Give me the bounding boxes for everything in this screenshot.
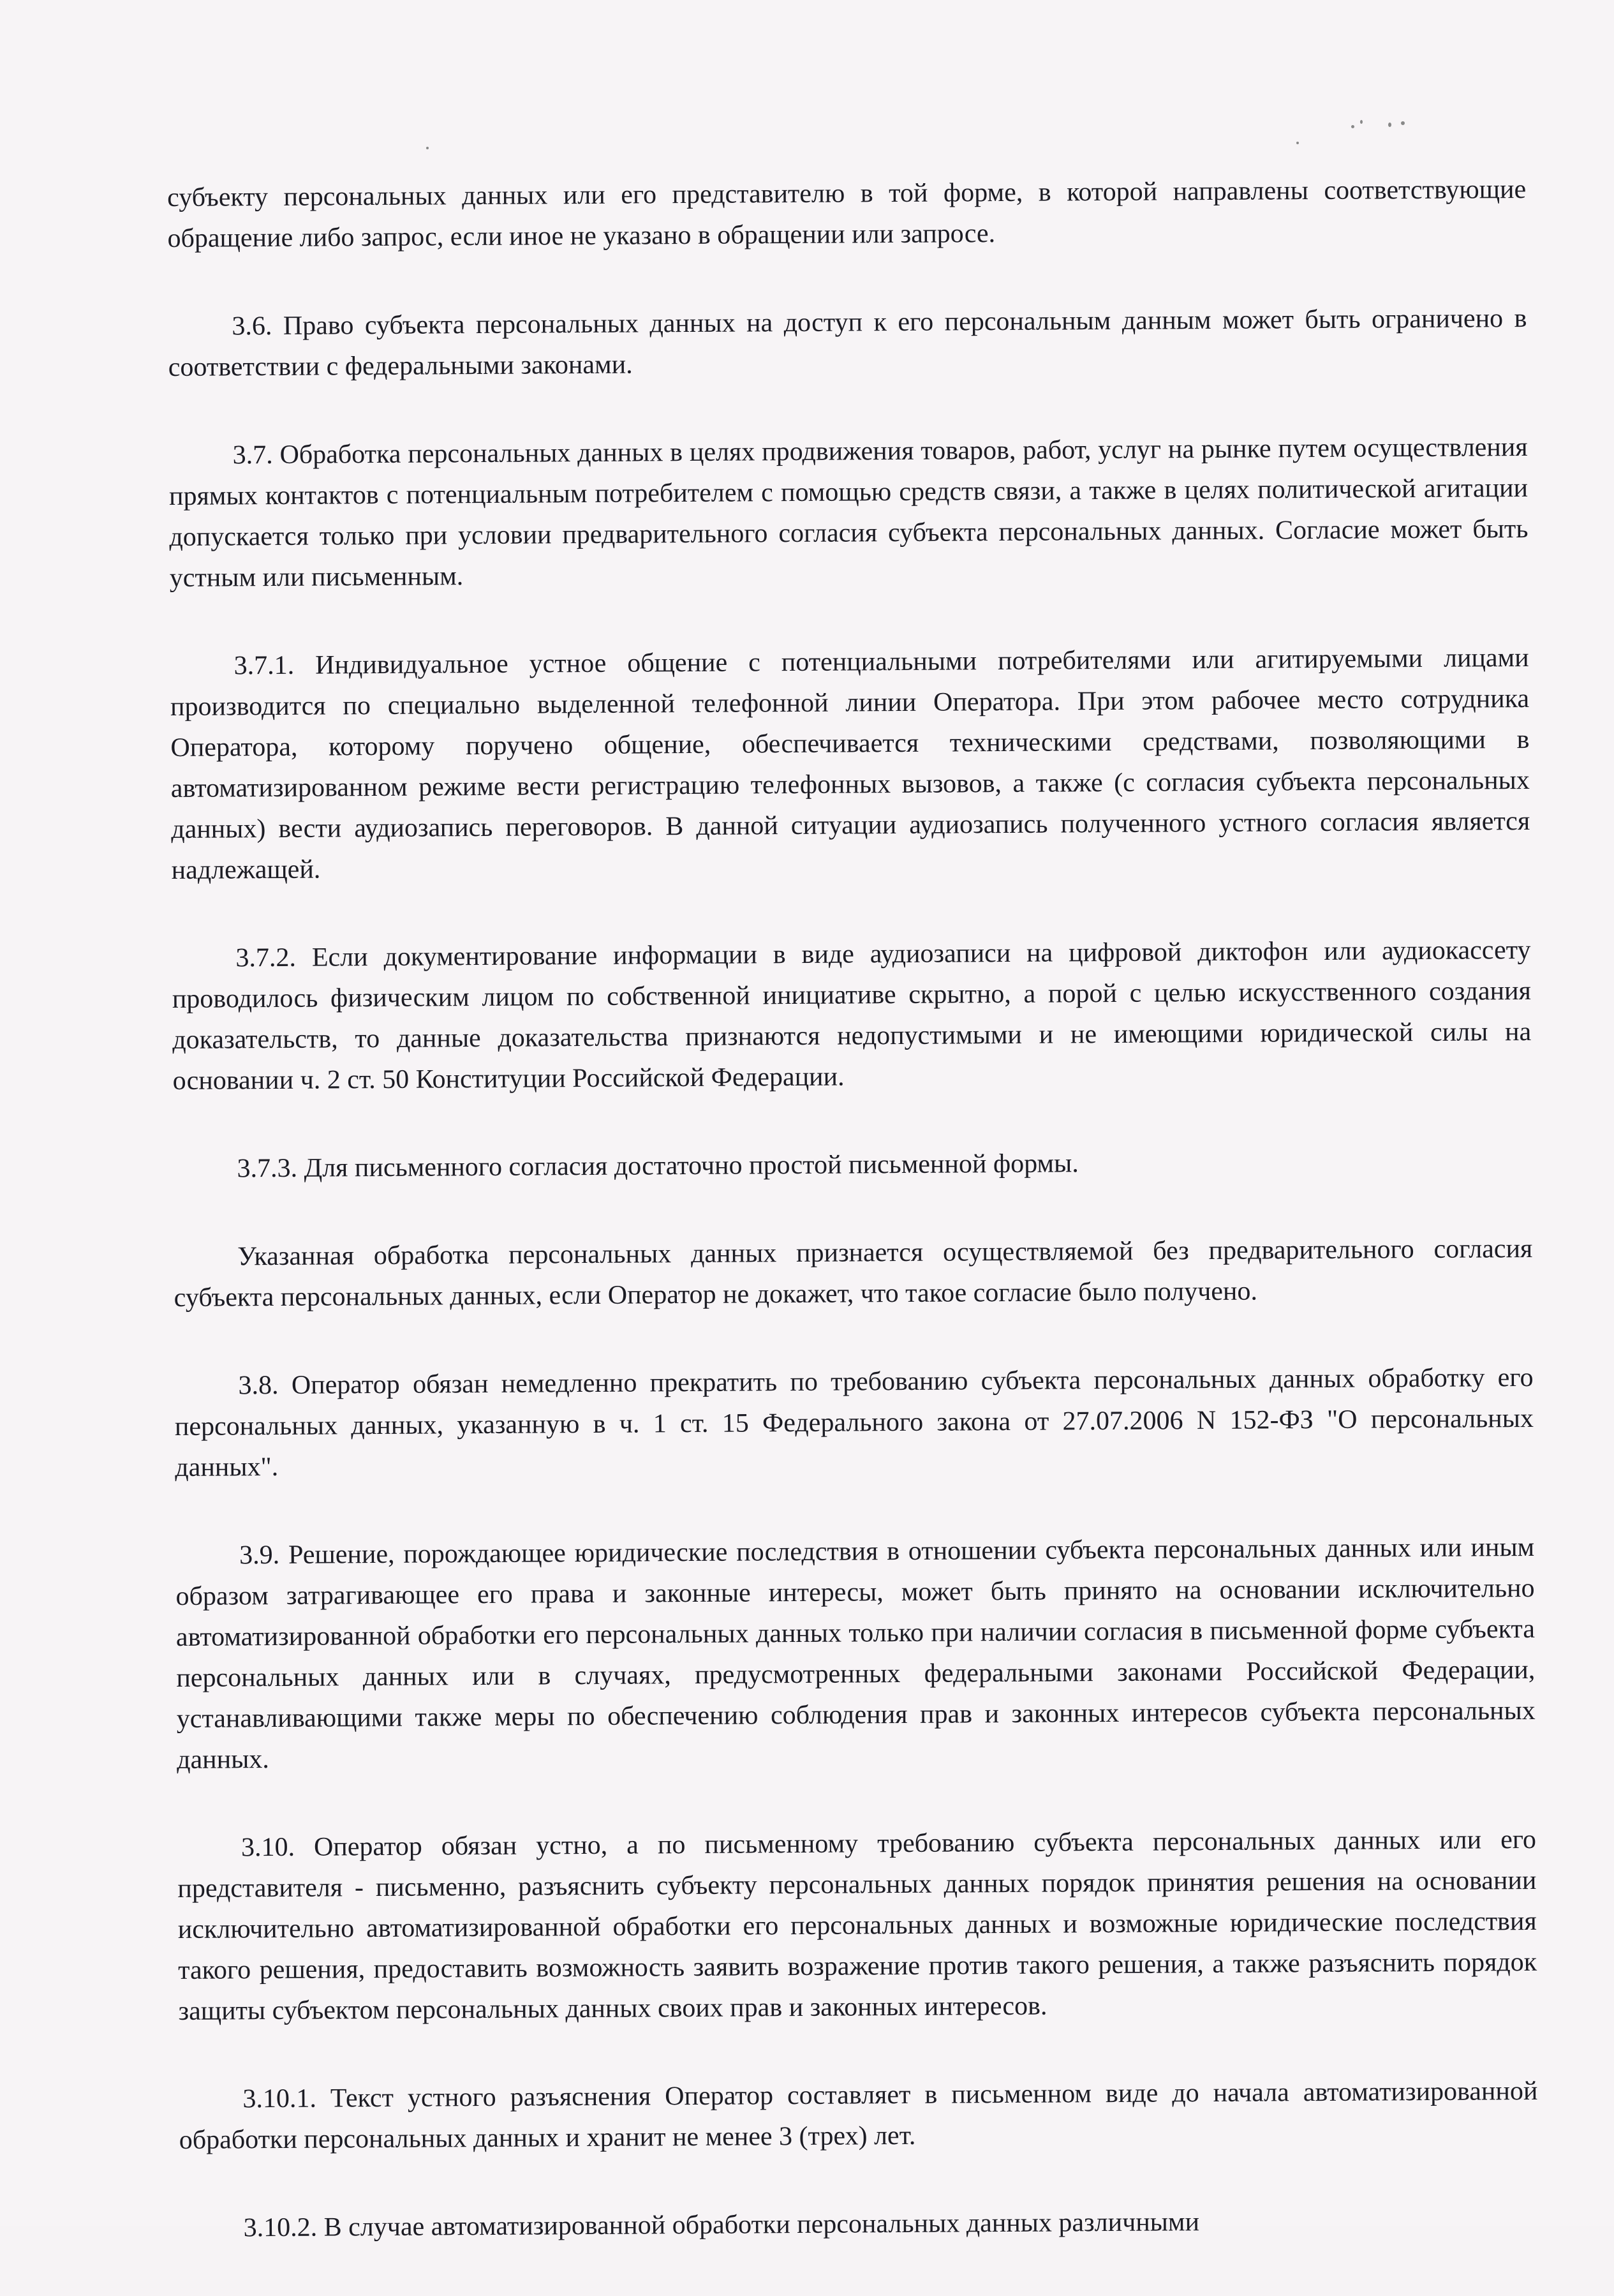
paragraph-3-10-1: 3.10.1. Текст устного разъяснения Оператор составляет в письменном виде до начала автоматизированной обработки персональных данных и хранит не менее 3 (трех) лет. [179,2076,1538,2155]
document-body [167,169,1539,2296]
scan-speck [1351,125,1354,128]
scan-speck [1296,142,1299,144]
paragraph-3-10: 3.10. Оператор обязан устно, а по письменному требованию субъекта персональных данных или его представителя - письменно, разъяснить субъекту персональных данных порядок принятия решения на основании исключительно автоматизированной обработки его персональных данных и возможные юридические последствия такого решения, предоставить возможность заявить возражение против такого решения, а также разъяснить порядок защиты субъектом персональных данных своих прав и законных интересов. [177,1824,1537,2026]
paragraph-3-7-3: 3.7.3. Для письменного согласия достаточно простой письменной формы. [237,1149,1079,1184]
scan-speck [1401,121,1405,125]
scan-speck [1360,120,1363,124]
paragraph-3-9: 3.9. Решение, порождающее юридические последствия в отношении субъекта персональных данных или иным образом затрагивающее его права и законные интересы, может быть принято на основании исключительно автоматизированной обработки его персональных данных только при наличии согласия в письменной форме субъекта персональных данных или в случаях, предусмотренных федеральными законами Российской Федерации, устанавливающими также меры по обеспечению соблюдения прав и законных интересов субъекта персональных данных. [175,1532,1536,1775]
paragraph-3-10-2: 3.10.2. В случае автоматизированной обработки персональных данных различными [243,2207,1200,2243]
paragraph-3-7-1: 3.7.1. Индивидуальное устное общение с потенциальными потребителями или агитируемыми лицами производится по специально выделенной телефонной линии Оператора. При этом рабочее место сотрудника Оператора, которому поручено общение, обеспечивается техническими средствами, позволяющими в автоматизированном режиме вести регистрацию телефонных вызовов, а также (с согласия субъекта персональных данных) вести аудиозапись переговоров. В данной ситуации аудиозапись полученного устного согласия является надлежащей. [170,643,1530,885]
paragraph-3-7-2: 3.7.2. Если документирование информации в виде аудиозаписи на цифровой диктофон или аудиокассету проводилось физическим лицом по собственной инициативе скрытно, а порой с целью искусственного создания доказательств, то данные доказательства признаются недопустимыми и не имеющими юридической силы на основании ч. 2 ст. 50 Конституции Российской Федерации. [172,935,1532,1096]
paragraph-3-6: 3.6. Право субъекта персональных данных на доступ к его персональным данным может быть ограничено в соответствии с федеральными законами. [168,303,1527,382]
paragraph-3-8: 3.8. Оператор обязан немедленно прекратить по требованию субъекта персональных данных обработку его персональных данных, указанную в ч. 1 ст. 15 Федерального закона от 27.07.2006 N 152-ФЗ "О персональных данных". [174,1362,1534,1482]
scan-speck [426,147,429,149]
paragraph-continuation: субъекту персональных данных или его представителю в той форме, в которой направлены соответствующие обращение либо запрос, если иное не указано в обращении или запросе. [167,174,1527,253]
paragraph-3-7: 3.7. Обработка персональных данных в целях продвижения товаров, работ, услуг на рынке путем осуществления прямых контактов с потенциальным потребителем с помощью средств связи, а также в целях политической агитации допускается только при условии предварительного согласия субъекта персональных данных. Согласие может быть устным или письменным. [168,432,1529,593]
paragraph-consent-note: Указанная обработка персональных данных признается осуществляемой без предварительного согласия субъекта персональных данных, если Оператор не докажет, что такое согласие было получено. [174,1234,1533,1313]
scan-speck [1388,123,1391,127]
